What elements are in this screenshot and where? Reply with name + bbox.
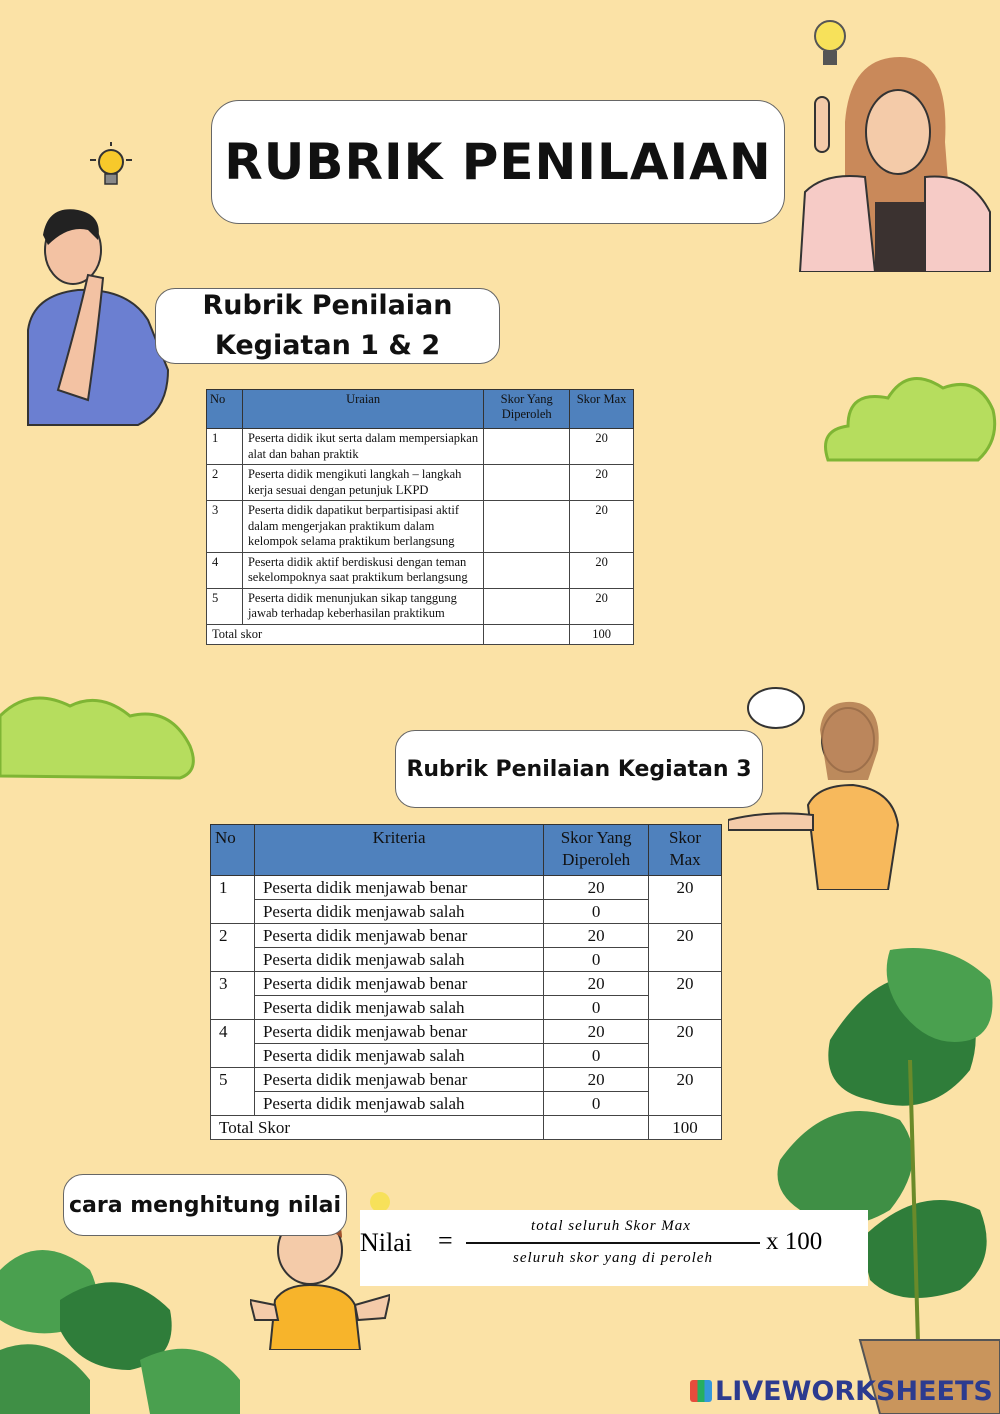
row-no: 2 <box>207 465 243 501</box>
row-score-input[interactable] <box>484 501 570 553</box>
table-row <box>211 1092 722 1116</box>
header-skor-max: Skor Max <box>649 825 722 876</box>
row-max: 20 <box>570 588 634 624</box>
total-value: 100 <box>570 624 634 645</box>
row-score-wrong: 0 <box>544 996 649 1020</box>
formula-box <box>360 1210 868 1286</box>
row-score-input[interactable] <box>484 552 570 588</box>
formula-numerator: total seluruh Skor Max <box>531 1218 691 1234</box>
page-title: RUBRIK PENILAIAN <box>224 133 772 191</box>
row-score-correct: 20 <box>544 972 649 996</box>
header-no: No <box>207 390 243 429</box>
monstera-plant-illustration <box>770 940 1000 1414</box>
row-score-wrong: 0 <box>544 948 649 972</box>
main-title-box <box>211 100 785 224</box>
row-criteria-correct: Peserta didik menjawab benar <box>254 972 543 996</box>
row-score-input[interactable] <box>484 588 570 624</box>
row-no: 3 <box>207 501 243 553</box>
woman-pointing-illustration <box>795 52 995 272</box>
table-row <box>211 972 722 996</box>
header-uraian: Uraian <box>242 390 483 429</box>
brand-name: LIVEWORKSHEETS <box>715 1376 993 1407</box>
header-no: No <box>211 825 255 876</box>
cloud-bush-illustration <box>818 360 1000 470</box>
header-skor-diperoleh: Skor Yang Diperoleh <box>544 825 649 876</box>
table-row <box>211 876 722 900</box>
row-score-correct: 20 <box>544 876 649 900</box>
row-text: Peserta didik ikut serta dalam mempersiapkan alat dan bahan praktik <box>242 429 483 465</box>
section2-title: Rubrik Penilaian Kegiatan 3 <box>406 756 752 782</box>
liveworksheets-logo-icon <box>690 1380 712 1402</box>
formula-equals: = <box>438 1226 453 1255</box>
row-criteria-wrong: Peserta didik menjawab salah <box>254 1092 543 1116</box>
row-criteria-correct: Peserta didik menjawab benar <box>254 1020 543 1044</box>
section1-title-line1: Rubrik Penilaian <box>202 290 453 321</box>
section1-title-line2: Kegiatan 1 & 2 <box>214 330 441 361</box>
row-score-wrong: 0 <box>544 900 649 924</box>
row-criteria-correct: Peserta didik menjawab benar <box>254 876 543 900</box>
row-criteria-correct: Peserta didik menjawab benar <box>254 924 543 948</box>
header-kriteria: Kriteria <box>254 825 543 876</box>
row-max: 20 <box>649 972 722 1020</box>
row-criteria-wrong: Peserta didik menjawab salah <box>254 900 543 924</box>
brand-logo <box>690 1376 993 1407</box>
section1-title-box <box>155 288 500 364</box>
row-text: Peserta didik mengikuti langkah – langkah kerja sesuai dengan petunjuk LKPD <box>242 465 483 501</box>
row-text: Peserta didik menunjukan sikap tanggung jawab terhadap keberhasilan praktikum <box>242 588 483 624</box>
total-label: Total Skor <box>211 1116 544 1140</box>
row-max: 20 <box>570 501 634 553</box>
row-score-wrong: 0 <box>544 1044 649 1068</box>
formula-lhs: Nilai <box>360 1228 412 1257</box>
table-row <box>211 948 722 972</box>
row-no: 1 <box>211 876 255 924</box>
rubric-table-2 <box>210 824 722 1140</box>
row-criteria-wrong: Peserta didik menjawab salah <box>254 996 543 1020</box>
row-score-correct: 20 <box>544 1020 649 1044</box>
table-row <box>211 1068 722 1092</box>
formula-multiplier: x 100 <box>766 1228 823 1255</box>
row-max: 20 <box>649 1020 722 1068</box>
lightbulb-icon <box>86 140 136 200</box>
row-no: 2 <box>211 924 255 972</box>
row-no: 1 <box>207 429 243 465</box>
table-total-row <box>207 624 634 645</box>
total-value: 100 <box>649 1116 722 1140</box>
section3-title: cara menghitung nilai <box>68 1192 342 1218</box>
table-row <box>207 429 634 465</box>
row-max: 20 <box>649 924 722 972</box>
row-score-wrong: 0 <box>544 1092 649 1116</box>
header-skor-max: Skor Max <box>570 390 634 429</box>
section3-title-box <box>63 1174 347 1236</box>
row-no: 3 <box>211 972 255 1020</box>
row-score-correct: 20 <box>544 1068 649 1092</box>
table-row <box>211 1044 722 1068</box>
row-max: 20 <box>570 465 634 501</box>
table-row <box>211 924 722 948</box>
row-score-input[interactable] <box>484 429 570 465</box>
table-row <box>207 588 634 624</box>
row-text: Peserta didik dapatikut berpartisipasi aktif dalam mengerjakan praktikum dalam kelompok selama praktikum berlangsung <box>242 501 483 553</box>
row-score-correct: 20 <box>544 924 649 948</box>
cloud-bush-illustration <box>0 686 200 786</box>
row-max: 20 <box>649 1068 722 1116</box>
table-header-row <box>211 825 722 876</box>
row-no: 5 <box>211 1068 255 1116</box>
row-criteria-wrong: Peserta didik menjawab salah <box>254 1044 543 1068</box>
row-criteria-correct: Peserta didik menjawab benar <box>254 1068 543 1092</box>
row-score-input[interactable] <box>484 465 570 501</box>
row-criteria-wrong: Peserta didik menjawab salah <box>254 948 543 972</box>
table-row <box>211 900 722 924</box>
row-text: Peserta didik aktif berdiskusi dengan teman sekelompoknya saat praktikum berlangsung <box>242 552 483 588</box>
row-max: 20 <box>649 876 722 924</box>
row-max: 20 <box>570 552 634 588</box>
row-no: 4 <box>207 552 243 588</box>
table-row <box>211 1020 722 1044</box>
rubric-table-1 <box>206 389 634 645</box>
total-score-input[interactable] <box>484 624 570 645</box>
table-total-row <box>211 1116 722 1140</box>
section2-title-box <box>395 730 763 808</box>
header-skor-diperoleh: Skor Yang Diperoleh <box>484 390 570 429</box>
table-row <box>207 465 634 501</box>
monstera-plant-illustration <box>0 1210 250 1414</box>
row-no: 4 <box>211 1020 255 1068</box>
table-row <box>207 552 634 588</box>
fraction-bar <box>466 1242 760 1244</box>
formula-denominator: seluruh skor yang di peroleh <box>513 1250 713 1266</box>
table-header-row <box>207 390 634 429</box>
total-label: Total skor <box>207 624 484 645</box>
row-no: 5 <box>207 588 243 624</box>
table-row <box>211 996 722 1020</box>
row-max: 20 <box>570 429 634 465</box>
table-row <box>207 501 634 553</box>
total-score-input[interactable] <box>544 1116 649 1140</box>
